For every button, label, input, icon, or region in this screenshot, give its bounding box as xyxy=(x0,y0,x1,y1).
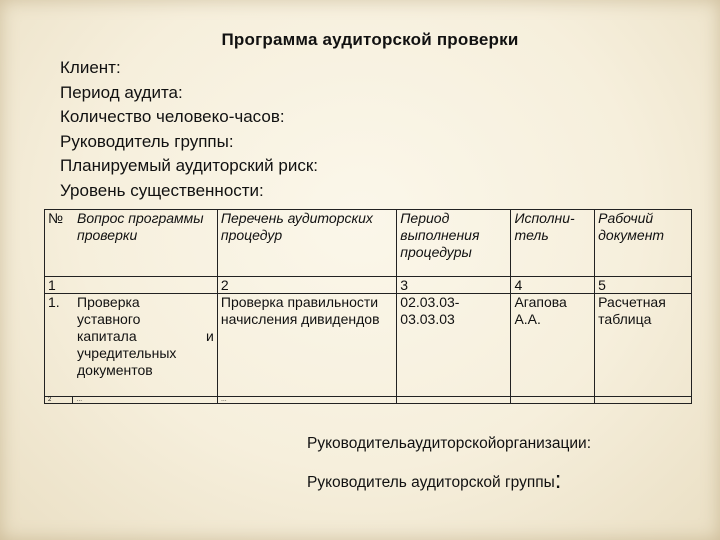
header-executor: Исполни-тель xyxy=(511,210,595,277)
signature-group-head xyxy=(307,466,561,494)
row2-doc xyxy=(595,397,692,404)
row1-question-line: капитала xyxy=(77,328,137,344)
field-materiality: Уровень существенности: xyxy=(60,180,264,200)
row1-question-line: документов xyxy=(77,362,153,378)
row1-executor: Агапова А.А. xyxy=(511,294,595,397)
row2-question: … xyxy=(73,397,218,404)
row2-no: 2 xyxy=(45,397,73,404)
header-procedures: Перечень аудиторских процедур xyxy=(217,210,396,277)
col-number-1: 1 xyxy=(45,277,218,294)
row1-question-line: уставного xyxy=(77,311,141,327)
col-number-4: 4 xyxy=(511,277,595,294)
page-title: Программа аудиторской проверки xyxy=(221,30,519,49)
row2-executor xyxy=(511,397,595,404)
table-row xyxy=(45,397,692,404)
field-audit-risk: Планируемый аудиторский риск: xyxy=(60,156,319,175)
field-audit-period: Период аудита: xyxy=(60,82,183,102)
row1-question-line: учредительных xyxy=(77,345,177,361)
col-number-5: 5 xyxy=(595,277,692,294)
row2-period xyxy=(397,397,511,404)
column-numbers-row xyxy=(45,277,692,294)
table-header-row xyxy=(45,210,692,277)
audit-program-table xyxy=(44,209,692,404)
row1-period: 02.03.03-03.03.03 xyxy=(397,294,511,397)
col-number-3: 3 xyxy=(397,277,511,294)
header-question: Вопрос программы проверки xyxy=(77,210,204,243)
row1-doc: Расчетная таблица xyxy=(595,294,692,397)
row2-procedures: … xyxy=(217,397,396,404)
signature-group-head-label: Руководитель аудиторской группы xyxy=(307,474,555,491)
row1-question-and: и xyxy=(206,328,214,344)
field-client: Клиент: xyxy=(60,58,121,77)
header-question-cell xyxy=(45,210,218,277)
field-group-leader: Руководитель группы: xyxy=(60,131,234,151)
field-man-hours: Количество человеко-часов: xyxy=(60,107,285,126)
row1-question-cell xyxy=(45,294,218,397)
header-period: Период выполнения процедуры xyxy=(397,210,511,277)
table-row xyxy=(45,294,692,397)
row1-no: 1. xyxy=(48,294,60,310)
col-number-2: 2 xyxy=(217,277,396,294)
header-fields xyxy=(60,56,318,203)
signature-group-head-colon: : xyxy=(554,467,562,494)
row1-question-line: Проверка xyxy=(77,294,140,310)
header-no: № xyxy=(48,210,64,226)
row1-procedures: Проверка правильности начисления дивидендов xyxy=(217,294,396,397)
header-doc: Рабочий документ xyxy=(595,210,692,277)
signature-org-head: Руководительаудиторскойорганизации: xyxy=(307,435,592,452)
